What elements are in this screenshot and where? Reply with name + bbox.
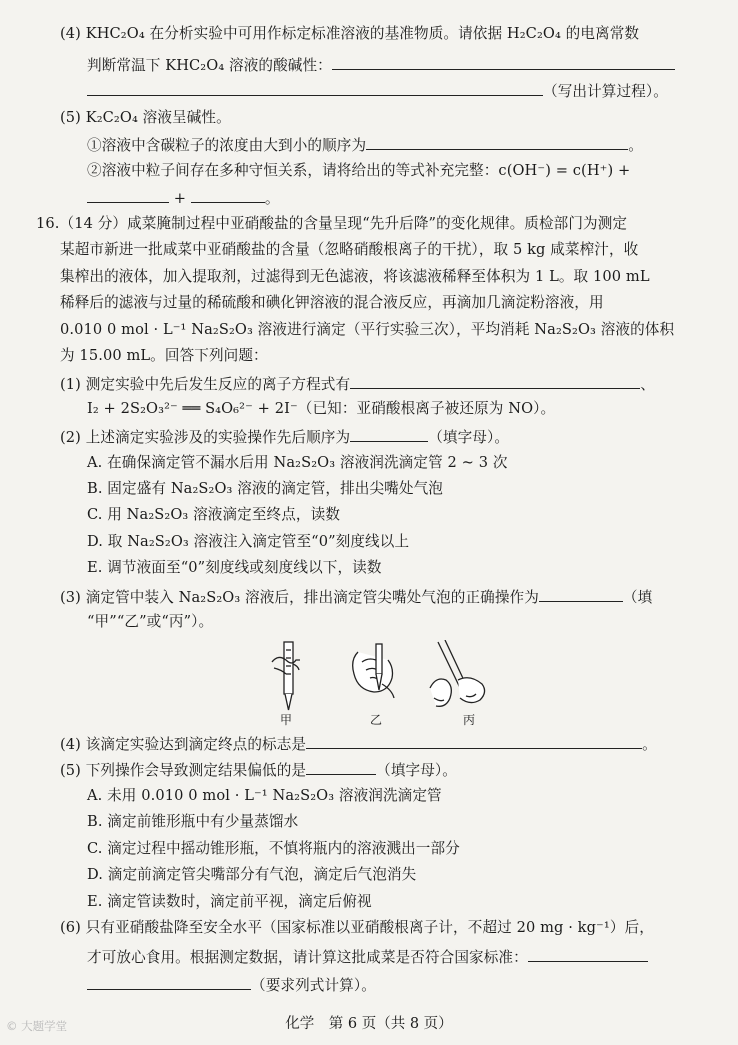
- q16-p5-option-e: E. 滴定管读数时，滴定前平视，滴定后俯视: [87, 893, 372, 910]
- answer-blank[interactable]: [350, 373, 640, 389]
- q5-item2: ②溶液中粒子间存在多种守恒关系，请将给出的等式补充完整：c(OH⁻) = c(H⁺) +: [87, 162, 631, 179]
- answer-blank[interactable]: [306, 759, 376, 775]
- q5-item1: [87, 134, 738, 154]
- answer-blank[interactable]: [528, 946, 648, 962]
- answer-blank[interactable]: [87, 187, 169, 203]
- q5-line1: (5) K₂C₂O₄ 溶液呈碱性。: [60, 109, 231, 126]
- q16-p6-line3: [87, 974, 738, 994]
- q4-line3-text: （写出计算过程）。: [543, 83, 668, 100]
- q16-p2-tail: （填字母）。: [428, 429, 510, 446]
- q16-p1-text: (1) 测定实验中先后发生反应的离子方程式有: [60, 376, 351, 393]
- q16-p4-line1: [60, 733, 738, 753]
- burette-yi-illustration: [353, 644, 394, 698]
- answer-blank[interactable]: [332, 54, 675, 70]
- q16-p6-line1: (6) 只有亚硝酸盐降至安全水平（国家标准以亚硝酸根离子计，不超过 20 mg · kg⁻¹）后，: [60, 919, 654, 936]
- q5-item1-text: ①溶液中含碳粒子的浓度由大到小的顺序为: [87, 137, 367, 154]
- q16-p1-line2: I₂ + 2S₂O₃²⁻ ══ S₄O₆²⁻ + 2I⁻（已知：亚硝酸根离子被还原为 NO）。: [87, 400, 556, 417]
- q16-p6-line2: [87, 946, 738, 966]
- q16-p2-option-a: A. 在确保滴定管不漏水后用 Na₂S₂O₃ 溶液润洗滴定管 2 ~ 3 次: [87, 454, 508, 471]
- q16-p5-option-a: A. 未用 0.010 0 mol · L⁻¹ Na₂S₂O₃ 溶液润洗滴定管: [87, 787, 442, 804]
- q16-p2-option-c: C. 用 Na₂S₂O₃ 溶液滴定至终点，读数: [87, 506, 341, 523]
- q4-line3: [87, 80, 738, 100]
- q5-item1-end: 。: [628, 137, 643, 154]
- q16-p3-tail: （填: [622, 589, 653, 606]
- figure-label-yi: 乙: [370, 713, 383, 727]
- q16-p1-line1: [60, 373, 738, 393]
- answer-blank[interactable]: [87, 80, 543, 96]
- q16-p6-tail: （要求列式计算）。: [251, 977, 376, 994]
- answer-blank[interactable]: [350, 426, 428, 442]
- q5-item2-cont: [87, 187, 738, 207]
- q16-p3-line1: [60, 586, 738, 606]
- q16-p2-option-d: D. 取 Na₂S₂O₃ 溶液注入滴定管至“0”刻度线以上: [87, 533, 410, 550]
- q16-p1-comma: 、: [640, 376, 655, 393]
- answer-blank[interactable]: [539, 586, 623, 602]
- answer-blank[interactable]: [87, 974, 251, 990]
- burette-bing-illustration: [430, 640, 485, 706]
- answer-blank[interactable]: [366, 134, 628, 150]
- q16-intro-6: 为 15.00 mL。回答下列问题：: [60, 347, 268, 364]
- q16-p5-tail: （填字母）。: [376, 762, 457, 779]
- figure-label-bing: 丙: [463, 713, 476, 727]
- q16-p4-end: 。: [642, 736, 657, 753]
- q5-plus: +: [173, 190, 187, 207]
- answer-blank[interactable]: [306, 733, 642, 749]
- q16-p5-text: (5) 下列操作会导致测定结果偏低的是: [60, 762, 307, 779]
- q4-line2-text: 判断常温下 KHC₂O₄ 溶液的酸碱性：: [87, 57, 332, 74]
- q16-p3-line2: “甲”“乙”或“丙”）。: [87, 613, 214, 630]
- q16-p5-option-d: D. 滴定前滴定管尖嘴部分有气泡，滴定后气泡消失: [87, 866, 417, 883]
- q16-p5-option-b: B. 滴定前锥形瓶中有少量蒸馏水: [87, 813, 299, 830]
- q16-p2-option-e: E. 调节液面至“0”刻度线或刻度线以下，读数: [87, 559, 382, 576]
- burette-jia-illustration: [272, 642, 300, 710]
- q16-intro-2: 某超市新进一批咸菜中亚硝酸盐的含量（忽略硝酸根离子的干扰），取 5 kg 咸菜榨汁，收: [60, 241, 639, 258]
- q16-p3-text: (3) 滴定管中装入 Na₂S₂O₃ 溶液后，排出滴定管尖嘴处气泡的正确操作为: [60, 589, 539, 606]
- q16-p6-text: 才可放心食用。根据测定数据，请计算这批咸菜是否符合国家标准：: [87, 949, 528, 966]
- q16-p2-line1: [60, 426, 738, 446]
- answer-blank[interactable]: [191, 187, 265, 203]
- q16-intro-3: 集榨出的液体，加入提取剂，过滤得到无色滤液，将该滤液稀释至体积为 1 L。取 100 mL: [60, 268, 650, 285]
- figure-label-jia: 甲: [280, 713, 293, 727]
- q4-line1: (4) KHC₂O₄ 在分析实验中可用作标定标准溶液的基准物质。请依据 H₂C₂O₄ 的电离常数: [60, 25, 640, 42]
- q16-p4-text: (4) 该滴定实验达到滴定终点的标志是: [60, 736, 307, 753]
- q5-item2-end: 。: [264, 190, 280, 207]
- page-footer: 化学 第 6 页（共 8 页）: [285, 1016, 453, 1032]
- q16-p5-line1: [60, 759, 738, 779]
- q16-p5-option-c: C. 滴定过程中摇动锥形瓶，不慎将瓶内的溶液溅出一部分: [87, 840, 460, 857]
- q16-p2-text: (2) 上述滴定实验涉及的实验操作先后顺序为: [60, 429, 351, 446]
- q16-intro-5: 0.010 0 mol · L⁻¹ Na₂S₂O₃ 溶液进行滴定（平行实验三次），平均消耗 Na₂S₂O₃ 溶液的体积: [60, 321, 675, 338]
- q16-p2-option-b: B. 固定盛有 Na₂S₂O₃ 溶液的滴定管，排出尖嘴处气泡: [87, 480, 443, 497]
- watermark: © 大题学堂: [6, 1019, 68, 1033]
- q4-line2: [87, 54, 738, 74]
- q16-intro-1: 16.（14 分）咸菜腌制过程中亚硝酸盐的含量呈现“先升后降”的变化规律。质检部门为测定: [36, 215, 628, 232]
- q16-intro-4: 稀释后的滤液与过量的稀硫酸和碘化钾溶液的混合液反应，再滴加几滴淀粉溶液，用: [60, 294, 604, 311]
